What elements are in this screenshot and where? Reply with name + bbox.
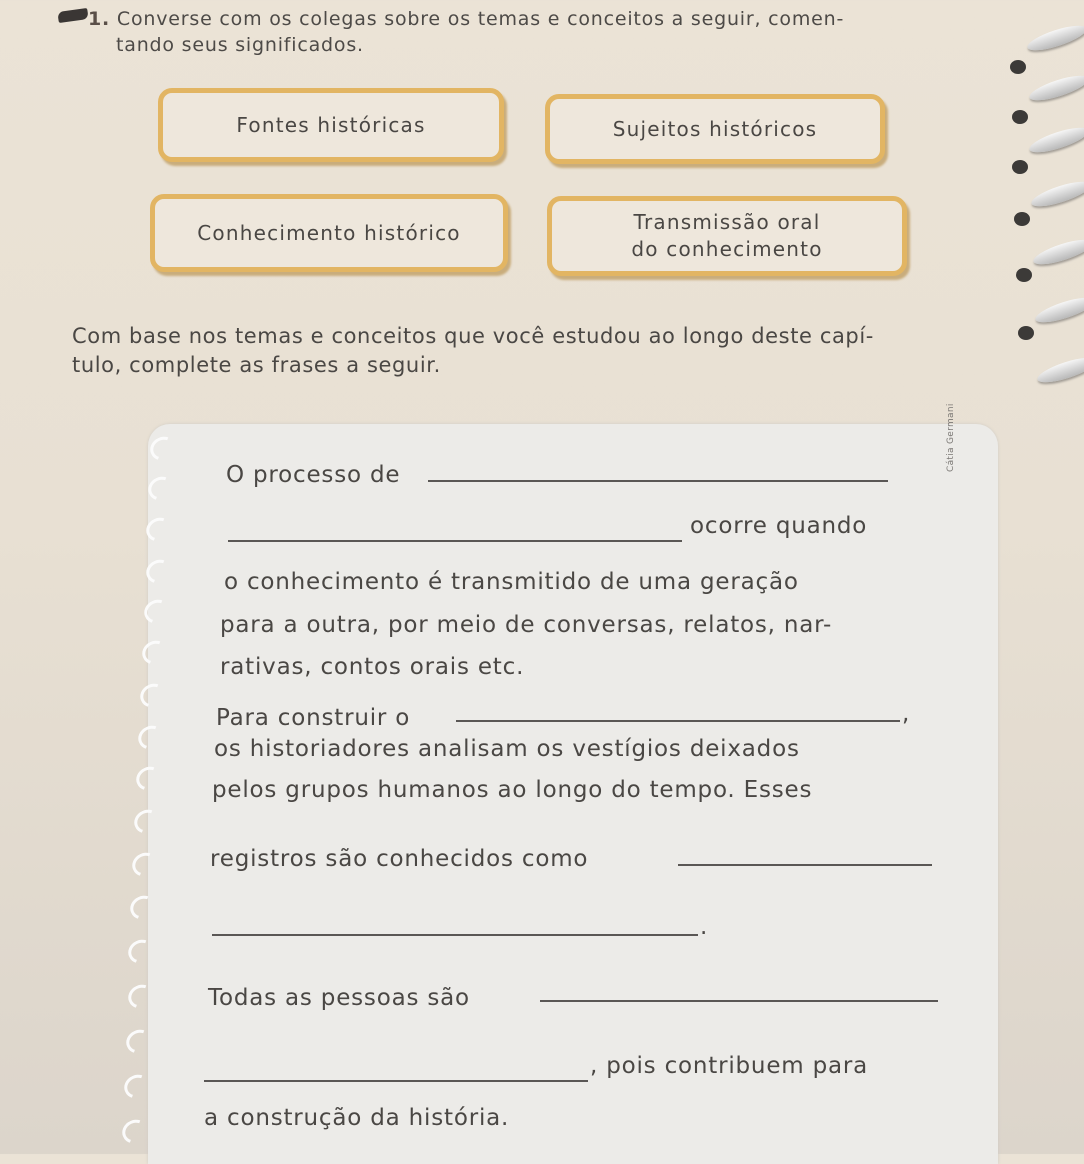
instructions [72,322,1032,380]
hole-icon [1016,268,1032,282]
sentence-text: registros são conhecidos como [210,846,589,872]
question-number: 1. [88,8,111,30]
sentence-text: ocorre quando [690,513,868,539]
spiral-coil-icon [1027,71,1084,105]
concept-label-line1: Transmissão oral [633,210,821,234]
sentence-text: rativas, contos orais etc. [220,654,525,680]
answer-blank[interactable] [228,540,682,542]
spiral-coil-icon [1031,235,1084,269]
concept-box-fontes [158,88,504,162]
concept-box-sujeitos [545,94,885,164]
concept-label-line2: do conhecimento [631,237,823,261]
sentence-text: . [700,914,709,940]
hole-icon [1012,160,1028,174]
hole-icon [1010,60,1026,74]
spiral-coil-icon [1029,177,1084,211]
illustration-credit: Cátia Germani [946,403,956,472]
sentence-text: Todas as pessoas são [208,985,470,1011]
question-text-line1: Converse com os colegas sobre os temas e conceitos a seguir, comen- [116,8,845,30]
concept-label: Fontes históricas [236,112,426,137]
question-heading [88,6,988,58]
instructions-line1: Com base nos temas e conceitos que você estudou ao longo deste capí- [72,324,874,348]
question-text-line2: tando seus significados. [116,34,364,56]
concept-label: Sujeitos históricos [612,116,818,141]
hole-icon [1018,326,1034,340]
answer-blank[interactable] [212,934,698,936]
sentence-text: para a outra, por meio de conversas, relatos, nar- [220,612,833,638]
answer-blank[interactable] [456,720,900,722]
concept-box-transmissao [547,196,907,276]
sentence-text: o conhecimento é transmitido de uma geração [224,569,799,595]
spiral-coil-icon [1027,123,1084,157]
answer-blank[interactable] [204,1080,588,1082]
sentence-text: Para construir o [216,705,411,731]
instructions-line2: tulo, complete as frases a seguir. [72,353,441,377]
sentence-text: , [902,701,911,727]
bullet-icon [57,8,88,23]
answer-blank[interactable] [540,1000,938,1002]
spiral-coil-icon [1035,353,1084,387]
concept-label: Conhecimento histórico [197,220,461,245]
answer-blank[interactable] [678,864,932,866]
sentence-text: pelos grupos humanos ao longo do tempo. Esses [212,777,813,803]
sentence-text: O processo de [226,462,401,488]
ring-icon [118,1116,151,1148]
hole-icon [1012,110,1028,124]
spiral-coil-icon [1033,293,1084,327]
hole-icon [1014,212,1030,226]
sentence-text: , pois contribuem para [590,1053,869,1079]
spiral-coil-icon [1025,21,1084,55]
concept-box-conhecimento [150,194,508,272]
answer-blank[interactable] [428,480,888,482]
spiral-binding [984,0,1084,420]
sentence-text: os historiadores analisam os vestígios deixados [214,736,800,762]
sentence-text: a construção da história. [204,1105,510,1131]
